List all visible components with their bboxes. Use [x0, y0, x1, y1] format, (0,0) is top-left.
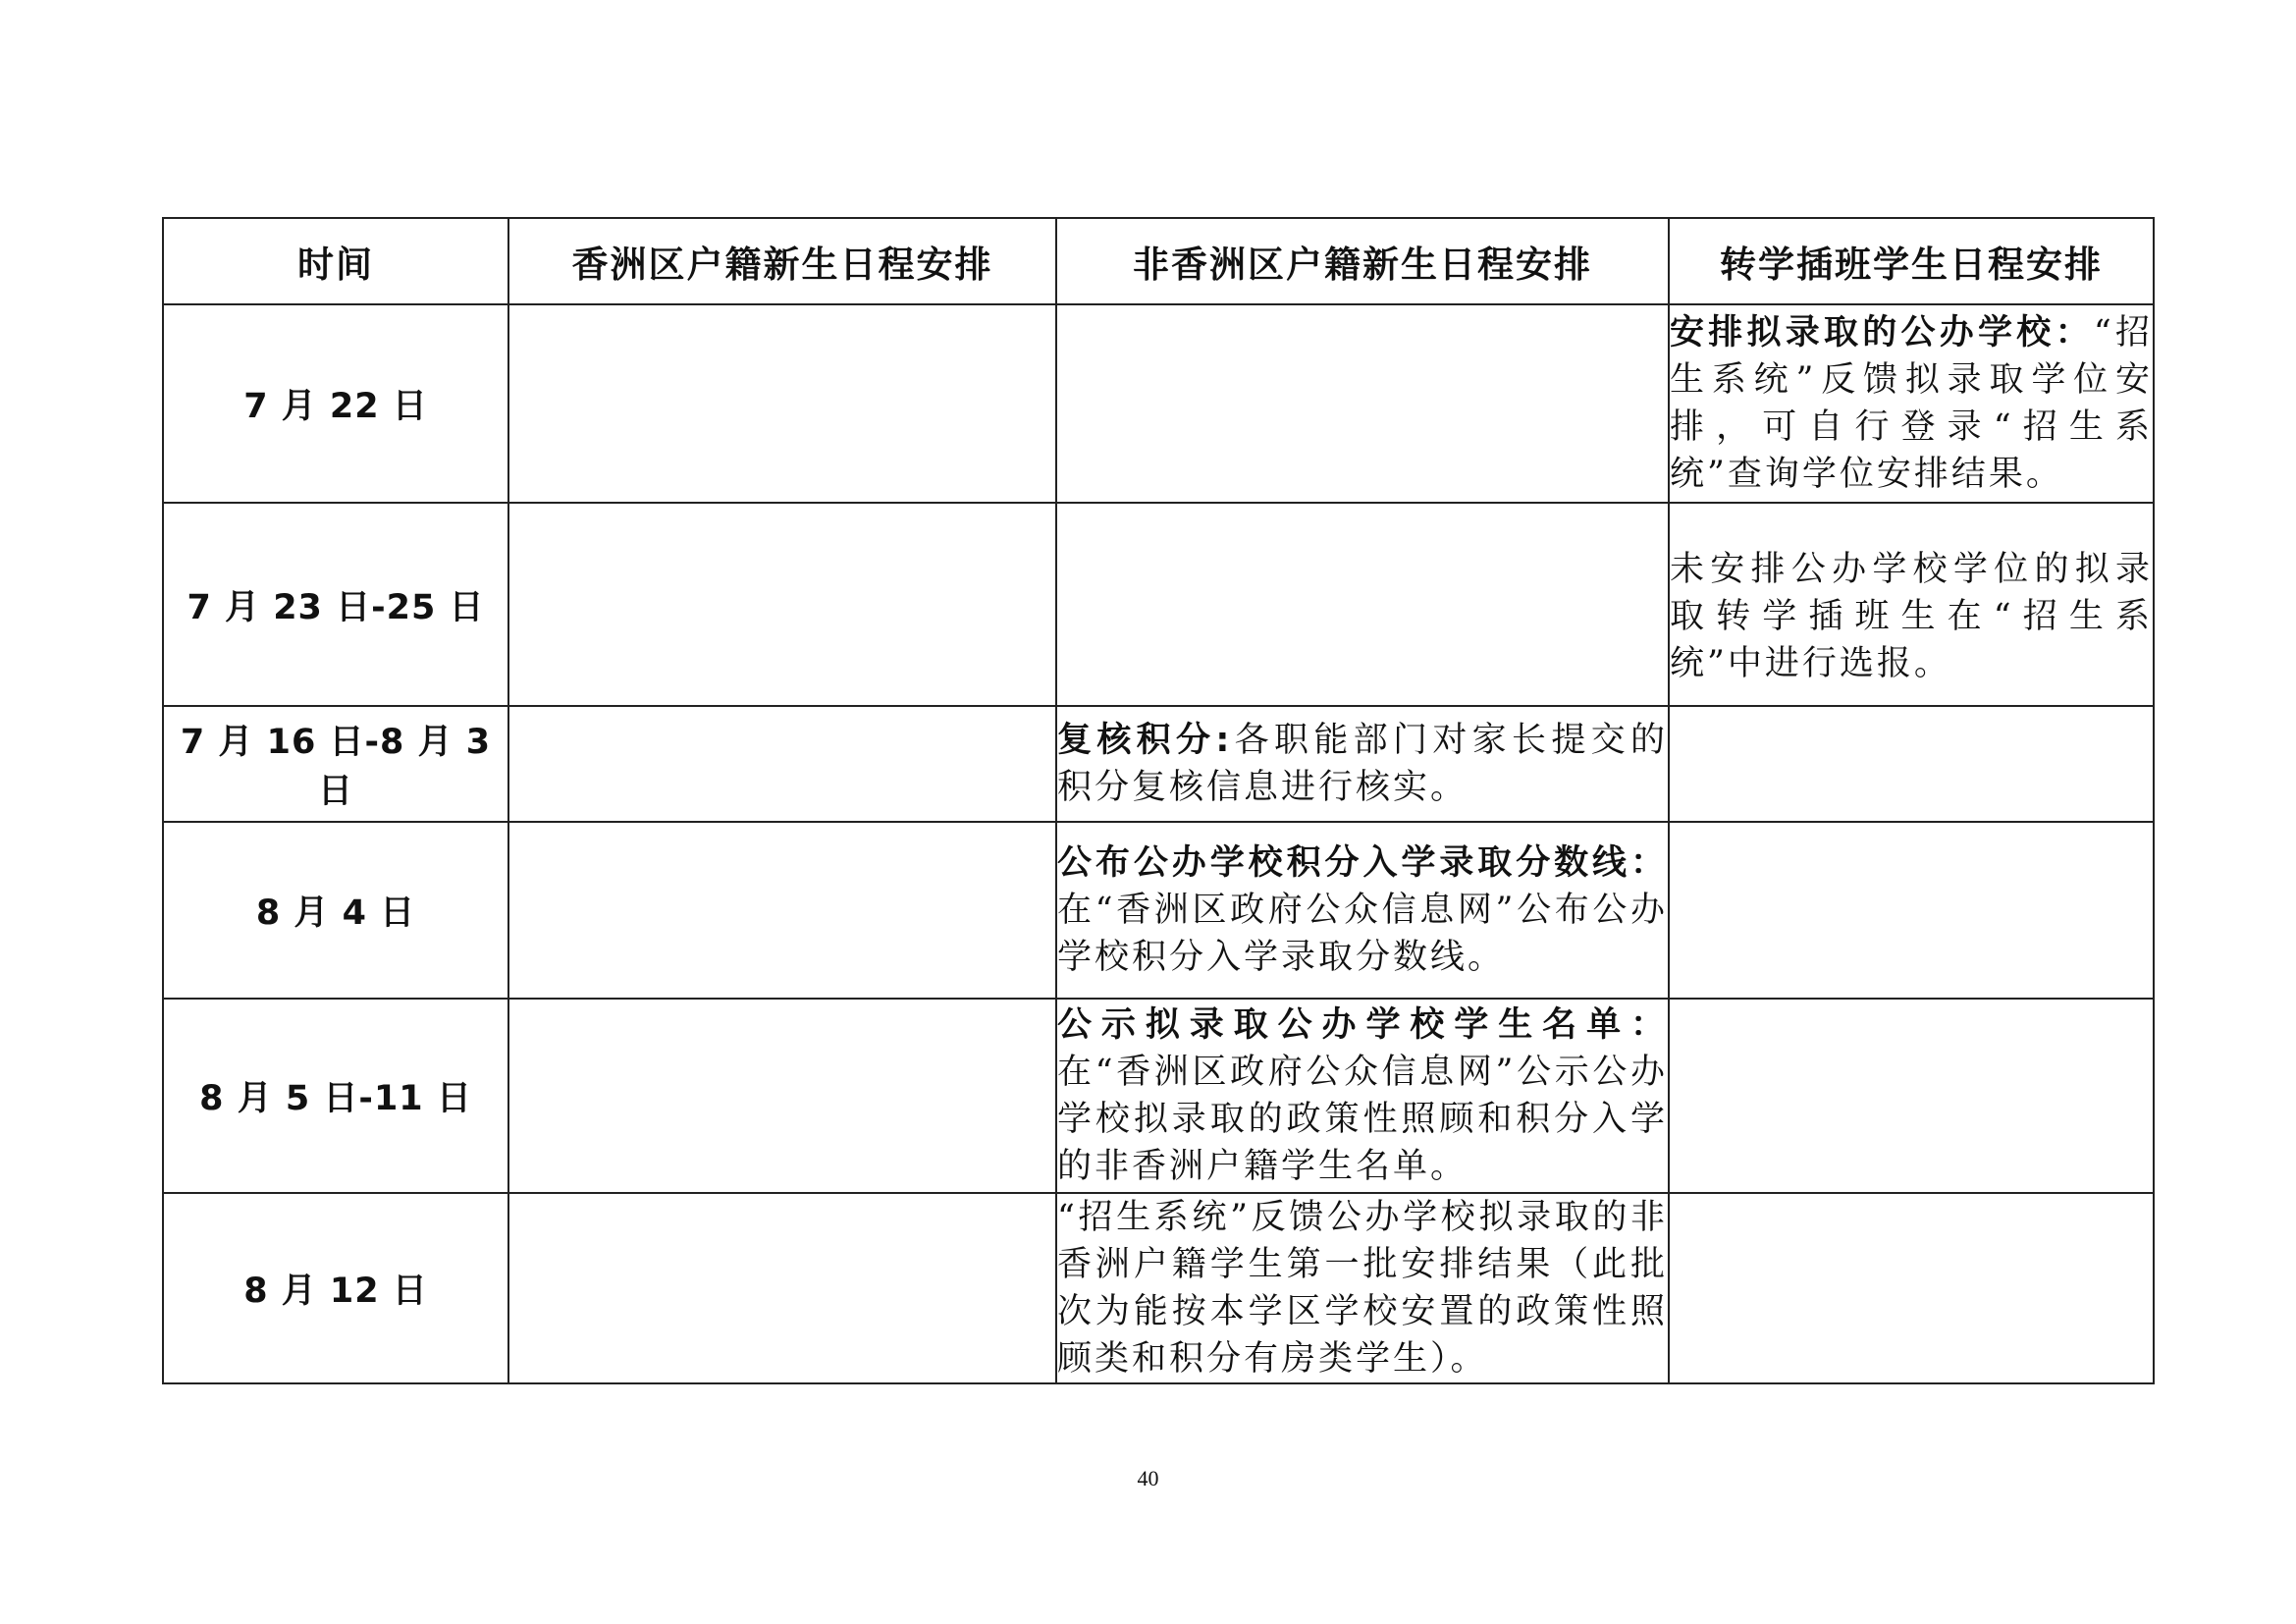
transfer-cell	[1669, 999, 2154, 1193]
cell-text: 未安排公办学校学位的拟录取转学插班生在“招生系统”中进行选报。	[1670, 549, 2153, 683]
non-xiangzhou-cell	[1056, 706, 1669, 822]
xiangzhou-cell	[508, 503, 1056, 706]
cell-text: 在“香洲区政府公众信息网”公示公办学校拟录取的政策性照顾和积分入学的非香洲户籍学生名单。	[1057, 1053, 1668, 1186]
transfer-cell	[1669, 822, 2154, 999]
non-xiangzhou-cell	[1056, 1193, 1669, 1383]
page-number: 40	[1137, 1466, 1159, 1490]
non-xiangzhou-cell	[1056, 822, 1669, 999]
row-date: 8 月 12 日	[163, 1193, 508, 1383]
non-xiangzhou-cell	[1056, 999, 1669, 1193]
cell-text: 在“香洲区政府公众信息网”公布公办学校积分入学录取分数线。	[1057, 891, 1668, 977]
cell-text: “招生系统”反馈公办学校拟录取的非香洲户籍学生第一批安排结果（此批次为能按本学区学校安置的政策性照顾类和积分有房类学生）。	[1057, 1198, 1668, 1379]
table-row	[163, 822, 2154, 999]
non-xiangzhou-cell	[1056, 304, 1669, 503]
transfer-cell	[1669, 304, 2154, 503]
xiangzhou-cell	[508, 304, 1056, 503]
non-xiangzhou-cell	[1056, 503, 1669, 706]
cell-lead: 公示拟录取公办学校学生名单：	[1057, 1005, 1668, 1045]
cell-text: “招生系统”反馈拟录取学位安排，可自行登录“招生系统”查询学位安排结果。	[1670, 313, 2153, 494]
header-xiangzhou-schedule: 香洲区户籍新生日程安排	[508, 218, 1056, 304]
xiangzhou-cell	[508, 822, 1056, 999]
table-row	[163, 1193, 2154, 1383]
table-row	[163, 999, 2154, 1193]
row-date: 7 月 16 日-8 月 3 日	[163, 706, 508, 822]
header-non-xiangzhou-schedule: 非香洲区户籍新生日程安排	[1056, 218, 1669, 304]
cell-lead: 公布公办学校积分入学录取分数线：	[1057, 843, 1668, 883]
schedule-table	[162, 217, 2155, 1384]
row-date: 7 月 23 日-25 日	[163, 503, 508, 706]
header-time: 时间	[163, 218, 508, 304]
table-header-row	[163, 218, 2154, 304]
header-transfer-schedule: 转学插班学生日程安排	[1669, 218, 2154, 304]
transfer-cell	[1669, 503, 2154, 706]
transfer-cell	[1669, 1193, 2154, 1383]
transfer-cell	[1669, 706, 2154, 822]
cell-text: 各职能部门对家长提交的积分复核信息进行核实。	[1057, 721, 1668, 807]
row-date: 8 月 5 日-11 日	[163, 999, 508, 1193]
table-row	[163, 304, 2154, 503]
xiangzhou-cell	[508, 999, 1056, 1193]
table-row	[163, 503, 2154, 706]
xiangzhou-cell	[508, 1193, 1056, 1383]
row-date: 7 月 22 日	[163, 304, 508, 503]
cell-lead: 安排拟录取的公办学校：	[1670, 313, 2094, 352]
table-row	[163, 706, 2154, 822]
row-date: 8 月 4 日	[163, 822, 508, 999]
cell-lead: 复核积分:	[1057, 721, 1233, 760]
xiangzhou-cell	[508, 706, 1056, 822]
